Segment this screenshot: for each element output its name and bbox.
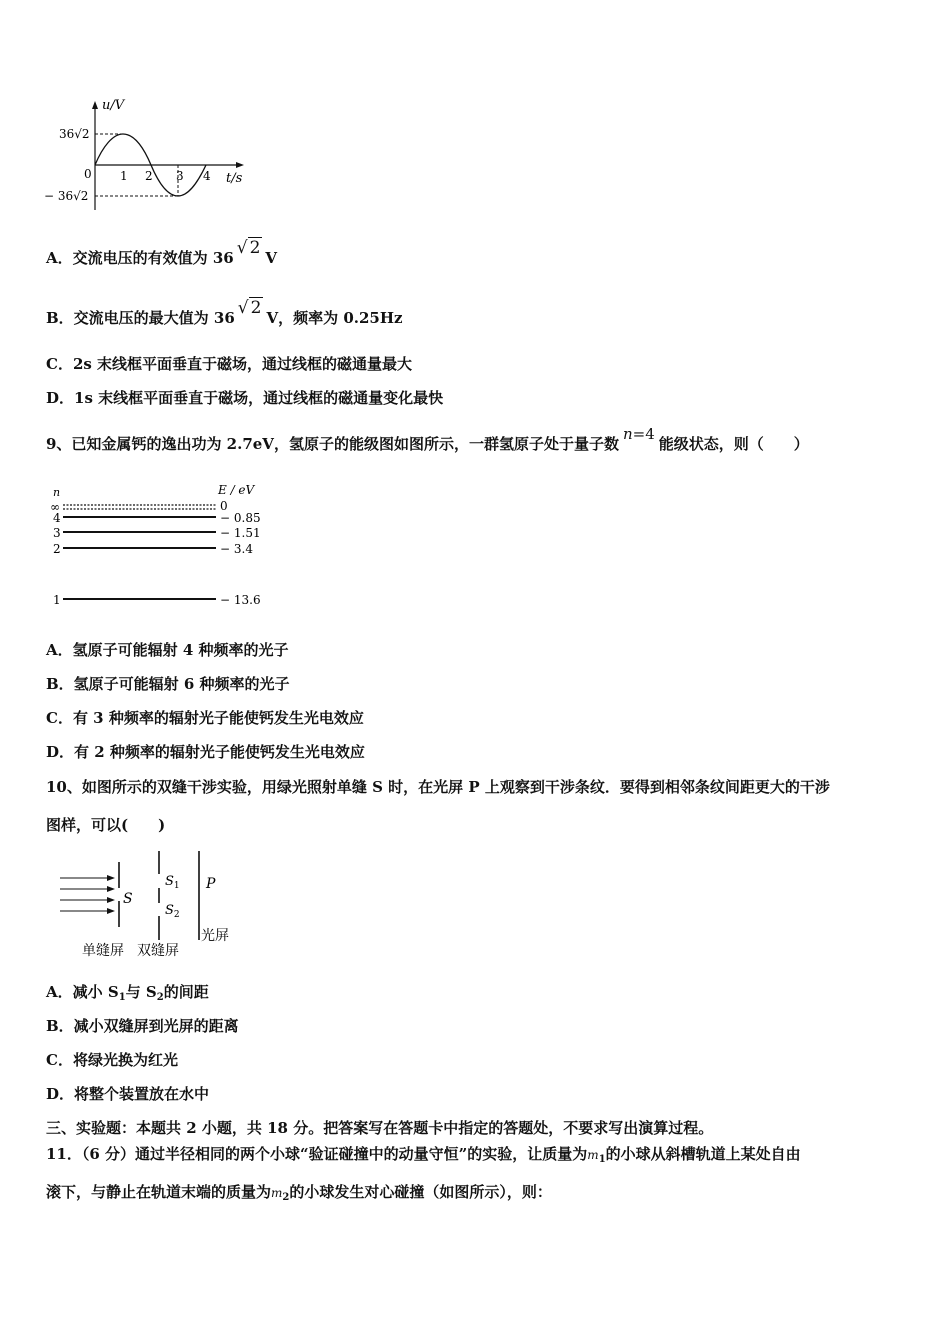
q8-option-b-suffix: V，频率为 0.25Hz [266,309,403,327]
x-tick-4: 4 [203,169,211,183]
x-axis-arrow [236,162,244,168]
q11-line1 [46,1144,801,1167]
level-inf-n: ∞ [50,500,60,514]
section-heading: 三、实验题：本题共 2 小题，共 18 分。把答案写在答题卡中指定的答题处，不要求写出演算过程。 [46,1119,714,1137]
level-1-n: 1 [53,593,61,607]
q10-stem-line1: 10、如图所示的双缝干涉实验，用绿光照射单缝 S 时，在光屏 P 上观察到干涉条纹．要得到相邻条纹间距更大的干涉 [46,778,830,796]
q8-option-a-prefix: A．交流电压的有效值为 36 [46,249,234,267]
y-min-label: − 36√2 [44,189,89,203]
q11-line2-after: 的小球发生对心碰撞（如图所示），则： [289,1183,552,1201]
q9-option-d: D．有 2 种频率的辐射光子能使钙发生光电效应 [46,743,365,761]
e-header: E / eV [218,483,255,497]
q11-line1-after: 的小球从斜槽轨道上某处自由 [605,1145,801,1163]
q8-option-a [46,238,278,268]
sqrt-symbol: √ 2 [237,298,262,318]
double-slit-screen-label: 双缝屏 [137,943,179,959]
light-ray-arrow-2 [107,886,115,892]
y-max-label: 36√2 [59,127,90,141]
q10-option-a-sub1: 1 [118,992,126,1003]
light-ray-arrow-4 [107,908,115,914]
q8-option-c: C．2s 末线框平面垂直于磁场，通过线框的磁通量最大 [46,355,413,373]
q9-quantum-number [623,424,655,444]
sqrt-radicand: 2 [250,298,262,318]
q11-line2 [46,1182,552,1205]
n-header: n [53,486,61,499]
light-ray-arrow-1 [107,875,115,881]
y-axis-label: u/V [102,98,125,113]
q11-m2: m [271,1186,283,1200]
x-tick-2: 2 [145,169,153,183]
x-tick-3: 3 [176,169,184,183]
q11-line2-before: 滚下，与静止在轨道末端的质量为 [46,1183,272,1201]
q9-stem-after: 能级状态，则（ ） [658,435,809,453]
double-slit-diagram [55,848,245,963]
origin-label: 0 [84,167,92,181]
sqrt-radicand: 2 [249,238,261,258]
q10-option-a-sub2: 2 [156,992,164,1003]
p-label: P [206,876,216,892]
q10-option-a-after: 的间距 [163,983,209,1001]
q10-option-b: B．减小双缝屏到光屏的距离 [46,1017,239,1035]
q10-option-a [46,982,209,1005]
x-axis-label: t/s [226,171,243,186]
level-3-e: − 1.51 [220,526,261,540]
q9-option-c: C．有 3 种频率的辐射光子能使钙发生光电效应 [46,709,364,727]
s-label: S [123,891,133,907]
q8-option-a-suffix: V [265,249,278,267]
q8-option-b [46,298,403,328]
x-tick-1: 1 [120,169,128,183]
level-2-n: 2 [53,542,61,556]
q8-option-d: D．1s 末线框平面垂直于磁场，通过线框的磁通量变化最快 [46,389,444,407]
s1-letter: S [165,874,174,889]
energy-level-diagram [44,482,274,610]
q10-option-c: C．将绿光换为红光 [46,1051,178,1069]
q11-m1-sub: 1 [598,1154,606,1165]
q10-option-a-before: A．减小 S [46,983,119,1001]
q9-stem [46,425,809,454]
level-4-e: − 0.85 [220,511,261,525]
s2-label [165,903,180,920]
single-slit-screen-label: 单缝屏 [82,943,124,959]
q8-option-b-prefix: B．交流电压的最大值为 36 [46,309,235,327]
sqrt-symbol: √ 2 [236,238,261,258]
q10-stem-line2: 图样，可以( ) [46,816,166,834]
q10-option-a-mid: 与 S [125,983,157,1001]
s2-subscript: 2 [173,910,180,920]
q9-option-b: B．氢原子可能辐射 6 种频率的光子 [46,675,290,693]
q9-option-a: A．氢原子可能辐射 4 种频率的光子 [46,641,289,659]
light-ray-arrow-3 [107,897,115,903]
s1-subscript: 1 [173,881,180,891]
q11-m1: m [587,1148,599,1162]
q9-n-eq: =4 [632,425,655,443]
s1-label [165,874,180,891]
q10-option-d: D．将整个装置放在水中 [46,1085,210,1103]
voltage-time-graph [40,95,255,215]
level-inf-e: 0 [220,499,228,513]
level-2-e: − 3.4 [220,542,253,556]
level-1-e: − 13.6 [220,593,261,607]
light-screen-label: 光屏 [201,928,229,944]
y-axis-arrow [92,101,98,109]
q9-n-var: n [622,425,633,443]
level-3-n: 3 [53,526,61,540]
q9-stem-before: 9、已知金属钙的逸出功为 2.7eV，氢原子的能级图如图所示，一群氢原子处于量子数 [46,435,619,453]
level-4-n: 4 [53,511,61,525]
q11-line1-before: 11．（6 分）通过半径相同的两个小球“验证碰撞中的动量守恒”的实验，让质量为 [46,1145,588,1163]
s2-letter: S [165,903,174,918]
q11-m2-sub: 2 [282,1192,290,1203]
